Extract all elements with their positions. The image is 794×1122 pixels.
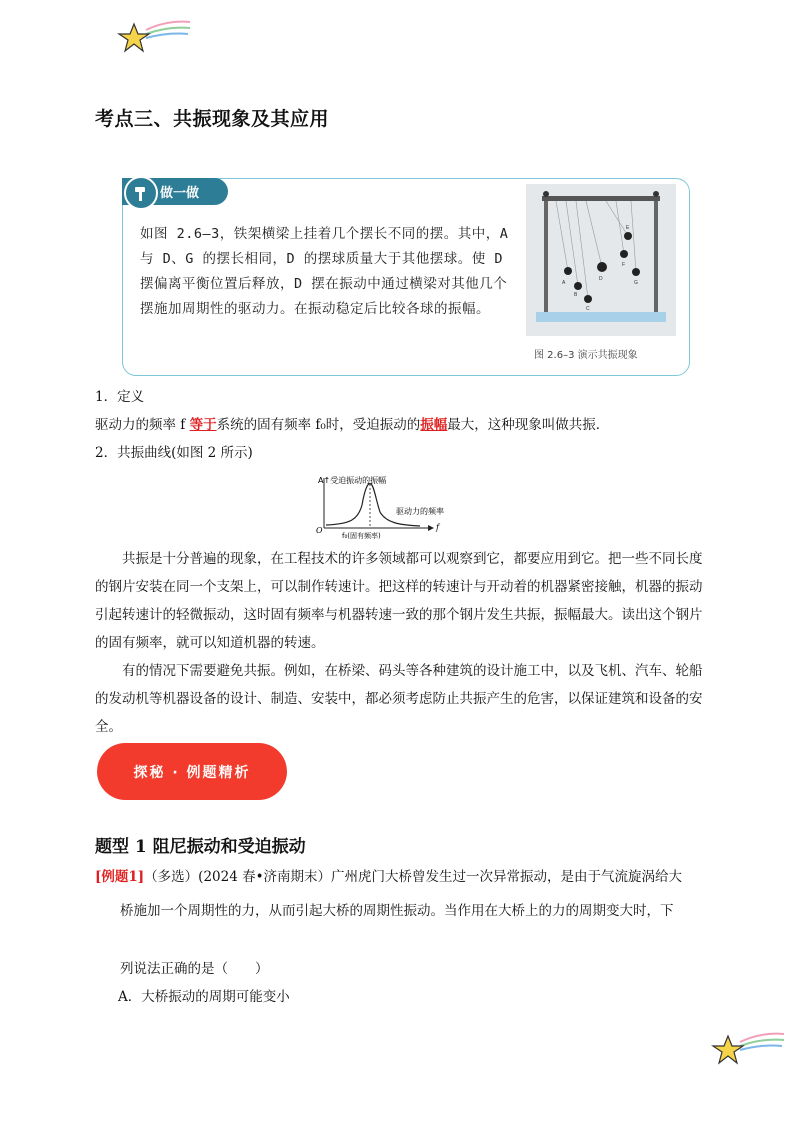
ball-label-d: D [599, 276, 603, 282]
ball-label-e: E [626, 225, 630, 231]
curve-x-label: 驱动力的频率 [396, 507, 444, 516]
option-a: A．大桥振动的周期可能变小 [118, 989, 290, 1005]
definition-text [95, 411, 735, 439]
ball-label-c: C [586, 306, 590, 312]
section-title: 考点三、共振现象及其应用 [95, 108, 330, 130]
definition-part: 驱动力的频率 f [95, 417, 190, 433]
definition-keyword-equal: 等于 [189, 417, 217, 433]
example-banner-label: 探秘 · 例题精析 [133, 765, 251, 781]
pendulum-photo [526, 184, 676, 336]
activity-badge-label: 做一做 [160, 186, 200, 201]
example-question-line1 [95, 860, 715, 894]
definition-part: 最大，这种现象叫做共振． [447, 417, 610, 433]
resonance-curve [310, 470, 490, 542]
curve-f0-label: f₀(固有频率) [342, 532, 381, 540]
definition-heading: 1．定义 [95, 389, 145, 405]
definition-keyword-amplitude: 振幅 [420, 417, 448, 433]
definition-part: 系统的固有频率 f₀时，受迫振动的 [216, 417, 421, 433]
ball-label-b: B [574, 292, 578, 298]
type-title: 题型 1 阻尼振动和受迫振动 [95, 837, 306, 857]
figure-caption: 图 2.6–3 演示共振现象 [534, 350, 638, 361]
curve-y-label: A↑受迫振动的振幅 [318, 476, 387, 485]
ball-label-a: A [562, 280, 566, 286]
ball-label-f: F [622, 262, 626, 268]
paragraph-avoid-resonance: 有的情况下需要避免共振。例如，在桥梁、码头等各种建筑的设计施工中，以及飞机、汽车、轮船的发动机等机器设备的设计、制造、安装中，都必须考虑防止共振产生的危害，以保证建筑和设备的安全。 [95, 663, 703, 735]
example-question-line2: 桥施加一个周期性的力，从而引起大桥的周期性振动。当作用在大桥上的力的周期变大时，下 [120, 903, 674, 919]
example-question-line3: 列说法正确的是（ ） [120, 961, 269, 977]
shooting-star-icon [112, 18, 192, 58]
ball-label-g: G [634, 280, 638, 286]
curve-origin-label: O [316, 526, 323, 535]
paragraph-tachometer: 共振是十分普遍的现象，在工程技术的许多领域都可以观察到它，都要应用到它。把一些不同长度的钢片安装在同一个支架上，可以制作转速计。把这样的转速计与开动着的机器紧密接触，机器的振动引起转速计的轻微振动，这时固有频率与机器转速一致的那个钢片发生共振，振幅最大。读出这个钢片的固有频率，就可以知道机器的转速。 [95, 551, 703, 651]
activity-text: 如图 2.6–3，铁架横梁上挂着几个摆长不同的摆。其中，A 与 D、G 的摆长相同，D 的摆球质量大于其他摆球。使 D 摆偏离平衡位置后释放，D 摆在振动中通过横梁对其他几个摆施加周期性的驱动力。在振动稳定后比较各球的振幅。 [140, 226, 509, 317]
curve-heading: 2．共振曲线(如图 2 所示) [95, 445, 253, 461]
example-tag: [例题1] [95, 869, 145, 885]
example-text: （多选）(2024 春•济南期末）广州虎门大桥曾发生过一次异常振动，是由于气流旋涡给大 [144, 869, 683, 885]
curve-f-label: f [436, 523, 439, 532]
hammer-icon [124, 176, 158, 210]
shooting-star-icon [706, 1028, 786, 1068]
